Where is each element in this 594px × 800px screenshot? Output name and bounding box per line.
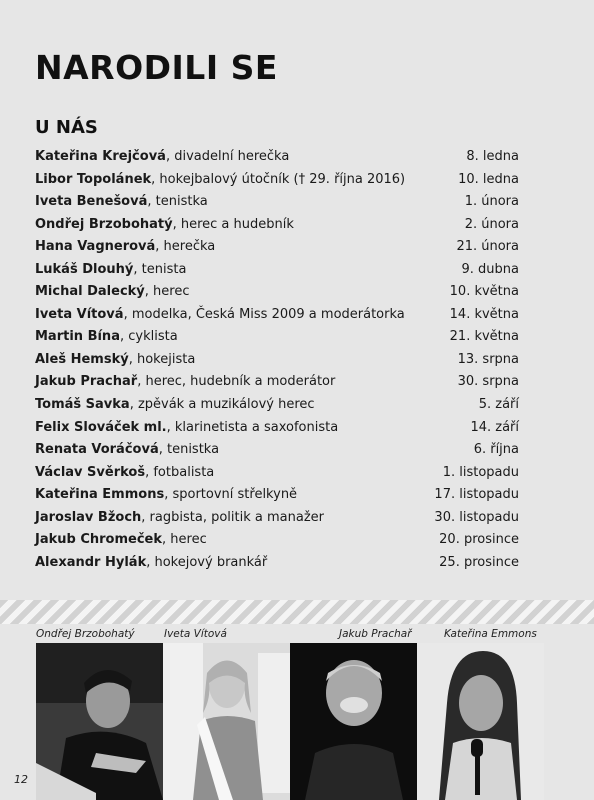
- person-name: Lukáš Dlouhý: [35, 261, 134, 277]
- person-name: Kateřina Krejčová: [35, 149, 166, 164]
- person-name: Ondřej Brzobohatý: [35, 216, 173, 232]
- photo-captions: [0, 628, 594, 644]
- birth-date: 13. srpna: [457, 351, 519, 367]
- person-description: , tenistka: [158, 442, 220, 458]
- list-item: [35, 529, 519, 552]
- person-name: Jaroslav Bžoch: [35, 509, 142, 525]
- portrait-photo: [163, 643, 290, 800]
- list-item: [35, 417, 519, 440]
- list-item: [35, 304, 519, 327]
- birth-date: 9. dubna: [461, 261, 519, 277]
- person-description: , herec: [162, 532, 207, 548]
- person-description: , hokejista: [128, 351, 196, 367]
- photo-strip: [36, 643, 544, 800]
- birth-date: 6. října: [473, 442, 519, 458]
- birth-date: 1. února: [464, 194, 519, 210]
- list-item: [35, 507, 519, 530]
- person-description: , sportovní střelkyně: [164, 487, 298, 503]
- person-name: Felix Slováček ml.: [35, 419, 167, 435]
- person-description: , hokejový brankář: [146, 554, 268, 570]
- person-description: , modelka, Česká Miss 2009 a moderátorka: [123, 306, 405, 322]
- photo-caption: Jakub Prachař: [339, 628, 412, 640]
- person-name: Kateřina Emmons: [35, 487, 165, 503]
- person-description: , herec, hudebník a moderátor: [137, 374, 336, 390]
- birth-date: 2. února: [464, 216, 519, 232]
- list-item: [35, 371, 519, 394]
- person-description: , ragbista, politik a manažer: [141, 509, 324, 525]
- person-description: , tenistka: [147, 194, 208, 210]
- list-item: [35, 462, 519, 485]
- person-description: , zpěvák a muzikálový herec: [129, 397, 315, 413]
- person-name: Martin Bína: [35, 329, 120, 345]
- person-name: Jakub Chromeček: [35, 532, 163, 548]
- person-name: Hana Vagnerová: [35, 239, 156, 255]
- birth-date: 10. května: [449, 284, 519, 300]
- person-name: Tomáš Savka: [35, 397, 130, 413]
- person-name: Libor Topolánek: [35, 171, 152, 187]
- person-name: Václav Svěrkoš: [35, 464, 146, 480]
- person-description: , divadelní herečka: [165, 149, 290, 164]
- person-name: Michal Dalecký: [35, 284, 145, 300]
- birth-date: 1. listopadu: [442, 464, 519, 480]
- photo-caption: Iveta Vítová: [164, 628, 227, 640]
- person-name: Iveta Benešová: [35, 194, 148, 210]
- list-item: [35, 146, 519, 169]
- list-item: [35, 484, 519, 507]
- list-item: [35, 191, 519, 214]
- list-item: [35, 236, 519, 259]
- list-item: [35, 552, 519, 575]
- birth-date: 20. prosince: [439, 532, 519, 548]
- birth-date: 30. listopadu: [434, 509, 519, 525]
- birth-date: 17. listopadu: [434, 487, 519, 503]
- person-description: , herec: [144, 284, 190, 300]
- birth-date: 5. září: [478, 397, 519, 413]
- photo-caption: Kateřina Emmons: [444, 628, 537, 640]
- person-description: , cyklista: [119, 329, 178, 345]
- person-name: Alexandr Hylák: [35, 554, 147, 570]
- birth-date: 10. ledna: [458, 171, 519, 187]
- photo-caption: Ondřej Brzobohatý: [36, 628, 135, 640]
- list-item: [35, 394, 519, 417]
- person-name: Iveta Vítová: [35, 306, 124, 322]
- birth-date: 30. srpna: [457, 374, 519, 390]
- birth-date: 14. května: [449, 306, 519, 322]
- birth-date: 25. prosince: [439, 554, 519, 570]
- list-item: [35, 281, 519, 304]
- decorative-stripe-divider: [0, 600, 594, 624]
- person-description: , hokejbalový útočník († 29. října 2016): [151, 171, 406, 187]
- person-name: Renata Voráčová: [35, 442, 159, 458]
- list-item: [35, 214, 519, 237]
- portrait-photo: [290, 643, 417, 800]
- births-list: [35, 146, 519, 574]
- list-item: [35, 439, 519, 462]
- list-item: [35, 326, 519, 349]
- list-item: [35, 169, 519, 192]
- person-name: Aleš Hemský: [35, 351, 129, 367]
- portrait-photo: [36, 643, 163, 800]
- section-subtitle: U NÁS: [35, 117, 98, 138]
- list-item: [35, 349, 519, 372]
- person-description: , tenista: [133, 261, 187, 277]
- page-title: NARODILI SE: [35, 48, 278, 87]
- list-item: [35, 259, 519, 282]
- person-description: , fotbalista: [145, 464, 215, 480]
- birth-date: 21. února: [456, 239, 519, 255]
- person-name: Jakub Prachař: [35, 374, 138, 390]
- person-description: , herečka: [155, 239, 216, 255]
- person-description: , klarinetista a saxofonista: [166, 419, 339, 435]
- birth-date: 14. září: [470, 419, 519, 435]
- birth-date: 8. ledna: [466, 149, 519, 164]
- birth-date: 21. května: [449, 329, 519, 345]
- portrait-photo: [417, 643, 544, 800]
- person-description: , herec a hudebník: [172, 216, 294, 232]
- page-number: 12: [14, 773, 28, 786]
